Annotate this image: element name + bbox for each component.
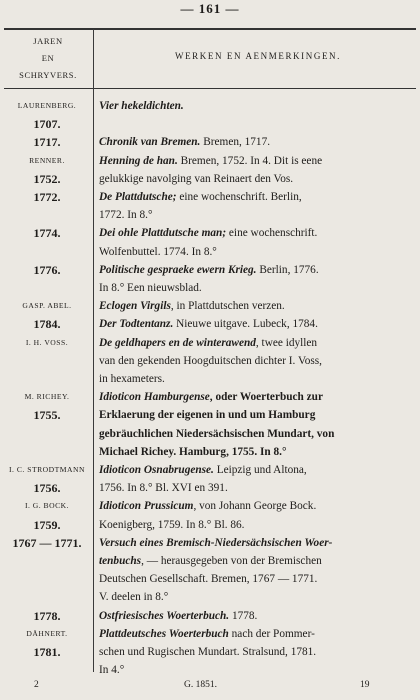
row-left-cell bbox=[0, 133, 94, 151]
text-line bbox=[99, 643, 412, 661]
row-left-cell bbox=[0, 152, 94, 188]
table-row bbox=[0, 224, 420, 260]
work-note: gebräuchlichen Niedersächsischen Mundart, von bbox=[99, 427, 335, 440]
work-title: De geldhapers en de winterawend bbox=[99, 336, 256, 349]
work-title: Vier hekeldichten. bbox=[99, 100, 184, 112]
text-line bbox=[99, 206, 412, 224]
row-right-cell bbox=[94, 188, 412, 224]
text-line bbox=[99, 570, 412, 588]
work-note: Michael Richey. Hamburg, 1755. In 8.° bbox=[99, 445, 287, 458]
author-name: M. RICHEY. bbox=[24, 392, 70, 402]
table-body bbox=[0, 97, 420, 680]
work-note: eine wochenschrift. Berlin, bbox=[176, 191, 302, 204]
work-note: In 8.° Een nieuwsblad. bbox=[99, 282, 202, 295]
work-title: Chronik van Bremen. bbox=[99, 136, 201, 149]
row-left-cell bbox=[0, 625, 94, 680]
year-label: 1778. bbox=[33, 608, 61, 623]
text-line bbox=[99, 625, 412, 643]
text-line bbox=[99, 497, 412, 515]
table-row bbox=[0, 315, 420, 333]
work-title: Idioticon Osnabrugense. bbox=[99, 464, 214, 477]
table-row bbox=[0, 334, 420, 389]
page-number: — 161 — bbox=[180, 1, 240, 16]
work-note: Nieuwe uitgave. Lubeck, 1784. bbox=[173, 318, 318, 331]
page-footer bbox=[0, 680, 420, 698]
year-label: 1707. bbox=[33, 117, 61, 132]
row-left-cell bbox=[0, 297, 94, 315]
work-note: schen und Rugischen Mundart. Stralsund, 1781. bbox=[99, 646, 317, 659]
work-note: Leipzig und Altona, bbox=[213, 464, 307, 477]
year-label: 1755. bbox=[33, 408, 61, 423]
row-right-cell bbox=[94, 497, 412, 533]
row-right-cell bbox=[94, 115, 412, 133]
work-title: Dei ohle Plattdutsche man; bbox=[99, 227, 227, 240]
text-line bbox=[99, 388, 412, 406]
row-right-cell bbox=[94, 133, 412, 151]
author-name: LAURENBERG. bbox=[17, 101, 77, 110]
work-title: Der Todtentanz. bbox=[99, 318, 174, 331]
text-line bbox=[99, 461, 412, 479]
row-right-cell bbox=[94, 388, 412, 461]
row-right-cell bbox=[94, 607, 412, 625]
work-note: Berlin, 1776. bbox=[256, 263, 319, 276]
table-row bbox=[0, 461, 420, 497]
row-left-cell bbox=[0, 388, 94, 461]
header-left-line: JAREN bbox=[33, 36, 63, 46]
work-note: gelukkige navolging van Reinaert den Vos. bbox=[99, 172, 294, 185]
work-note: 1756. In 8.° Bl. XVI en 391. bbox=[99, 482, 228, 495]
row-right-cell bbox=[94, 224, 412, 260]
work-title: Henning de han. bbox=[99, 154, 178, 167]
work-title: Plattdeutsches Woerterbuch bbox=[99, 627, 229, 640]
table-row bbox=[0, 115, 420, 133]
work-note: Bremen, 1752. In 4. Dit is eene bbox=[177, 154, 323, 167]
top-rule bbox=[4, 28, 416, 30]
row-left-cell bbox=[0, 188, 94, 224]
work-note: Wolfenbuttel. 1774. In 8.° bbox=[99, 245, 217, 258]
text-line bbox=[99, 443, 412, 461]
work-note: In 4.° bbox=[99, 664, 125, 677]
table-row bbox=[0, 261, 420, 297]
year-label: 1781. bbox=[33, 645, 61, 660]
text-line bbox=[99, 607, 412, 625]
year-label: 1772. bbox=[33, 190, 61, 205]
footer-left: 2 bbox=[34, 680, 39, 690]
year-label: 1774. bbox=[33, 226, 61, 241]
header-right: WERKEN EN AENMERKINGEN. bbox=[174, 51, 342, 61]
row-right-cell bbox=[94, 97, 412, 115]
year-label: 1776. bbox=[33, 262, 61, 277]
text-line bbox=[99, 297, 412, 315]
text-line bbox=[99, 133, 412, 151]
author-name: RENNER. bbox=[29, 155, 65, 165]
table-row bbox=[0, 152, 420, 188]
work-title: Idioticon Prussicum bbox=[99, 500, 194, 513]
row-left-cell bbox=[0, 224, 94, 260]
table-row bbox=[0, 607, 420, 625]
author-name: GASP. ABEL. bbox=[22, 301, 72, 311]
row-right-cell bbox=[94, 534, 412, 607]
text-line bbox=[99, 334, 412, 352]
year-label: 1784. bbox=[33, 317, 61, 332]
work-note: , oder Woerterbuch zur bbox=[209, 391, 323, 404]
table-row bbox=[0, 497, 420, 533]
work-note: in hexameters. bbox=[99, 373, 165, 386]
table-row bbox=[0, 534, 420, 607]
header-left-line: EN bbox=[41, 53, 55, 63]
text-line bbox=[99, 425, 412, 443]
year-label: 1752. bbox=[33, 171, 61, 186]
text-line bbox=[99, 552, 412, 570]
text-line bbox=[99, 224, 412, 242]
header-rule bbox=[4, 88, 416, 89]
work-title: Idioticon Hamburgense bbox=[99, 391, 210, 404]
table-row bbox=[0, 133, 420, 151]
row-left-cell bbox=[0, 497, 94, 533]
work-title: Eclogen Virgils bbox=[99, 300, 171, 313]
table-row bbox=[0, 297, 420, 315]
row-left-cell bbox=[0, 607, 94, 625]
footer-center: G. 1851. bbox=[184, 680, 217, 690]
row-right-cell bbox=[94, 461, 412, 497]
text-line bbox=[99, 188, 412, 206]
row-left-cell bbox=[0, 461, 94, 497]
row-right-cell bbox=[94, 297, 412, 315]
text-line bbox=[99, 661, 412, 679]
work-note: , twee idyllen bbox=[255, 336, 318, 349]
footer-right: 19 bbox=[360, 680, 370, 690]
table-row bbox=[0, 188, 420, 224]
text-line bbox=[99, 243, 412, 261]
work-title: tenbuchs bbox=[99, 555, 142, 568]
work-note: , — herausgegeben von der Bremischen bbox=[141, 555, 322, 568]
work-note: , von Johann George Bock. bbox=[193, 500, 317, 513]
header-left-line: SCHRYVERS. bbox=[19, 70, 77, 80]
row-right-cell bbox=[94, 625, 412, 680]
work-note: Koenigberg, 1759. In 8.° Bl. 86. bbox=[99, 518, 245, 531]
author-name: I. H. VOSS. bbox=[25, 337, 69, 347]
row-right-cell bbox=[94, 152, 412, 188]
work-title: De Plattdutsche; bbox=[99, 191, 177, 204]
year-label: 1717. bbox=[33, 135, 61, 150]
work-note: Deutschen Gesellschaft. Bremen, 1767 — 1771. bbox=[99, 573, 318, 586]
row-left-cell bbox=[0, 534, 94, 607]
row-left-cell bbox=[0, 334, 94, 389]
text-line bbox=[99, 534, 412, 552]
text-line bbox=[99, 588, 412, 606]
year-label: 1756. bbox=[33, 481, 61, 496]
text-line bbox=[99, 406, 412, 424]
row-right-cell bbox=[94, 261, 412, 297]
year-label: 1759. bbox=[33, 517, 61, 532]
author-name: I. C. STRODTMANN bbox=[9, 465, 85, 475]
text-line bbox=[99, 370, 412, 388]
work-title: Politische gespraeke ewern Krieg. bbox=[99, 263, 257, 276]
text-line bbox=[99, 352, 412, 370]
work-title: Ostfriesisches Woerterbuch. bbox=[99, 609, 230, 622]
row-right-cell bbox=[94, 315, 412, 333]
author-name: DÄHNERT. bbox=[26, 628, 68, 638]
row-left-cell bbox=[0, 315, 94, 333]
work-note: V. deelen in 8.° bbox=[99, 591, 169, 604]
text-line bbox=[99, 97, 412, 115]
year-label: 1767 — 1771. bbox=[12, 535, 82, 550]
table-row bbox=[0, 625, 420, 680]
work-note: Bremen, 1717. bbox=[200, 136, 271, 149]
row-left-cell bbox=[0, 115, 94, 133]
work-note: Erklaerung der eigenen in und um Hamburg bbox=[99, 409, 316, 422]
work-note: eine wochenschrift. bbox=[226, 227, 318, 240]
text-line bbox=[99, 152, 412, 170]
text-line bbox=[99, 479, 412, 497]
author-name: I. G. BOCK. bbox=[24, 501, 70, 511]
work-note: van den gekenden Hoogduitschen dichter I. Voss, bbox=[99, 354, 322, 367]
text-line bbox=[99, 170, 412, 188]
table-row bbox=[0, 388, 420, 461]
work-title: Versuch eines Bremisch-Niedersächsischen Woer- bbox=[99, 536, 333, 549]
work-note: nach der Pommer- bbox=[228, 627, 315, 640]
row-left-cell bbox=[0, 261, 94, 297]
row-right-cell bbox=[94, 334, 412, 389]
work-note: , in Plattdutschen verzen. bbox=[170, 300, 285, 313]
header-left bbox=[4, 33, 92, 84]
text-line bbox=[99, 315, 412, 333]
work-note: 1772. In 8.° bbox=[99, 209, 153, 222]
text-line bbox=[99, 516, 412, 534]
work-note: 1778. bbox=[229, 609, 258, 622]
text-line bbox=[99, 279, 412, 297]
table-row bbox=[0, 97, 420, 115]
row-left-cell bbox=[0, 97, 94, 115]
text-line bbox=[99, 261, 412, 279]
